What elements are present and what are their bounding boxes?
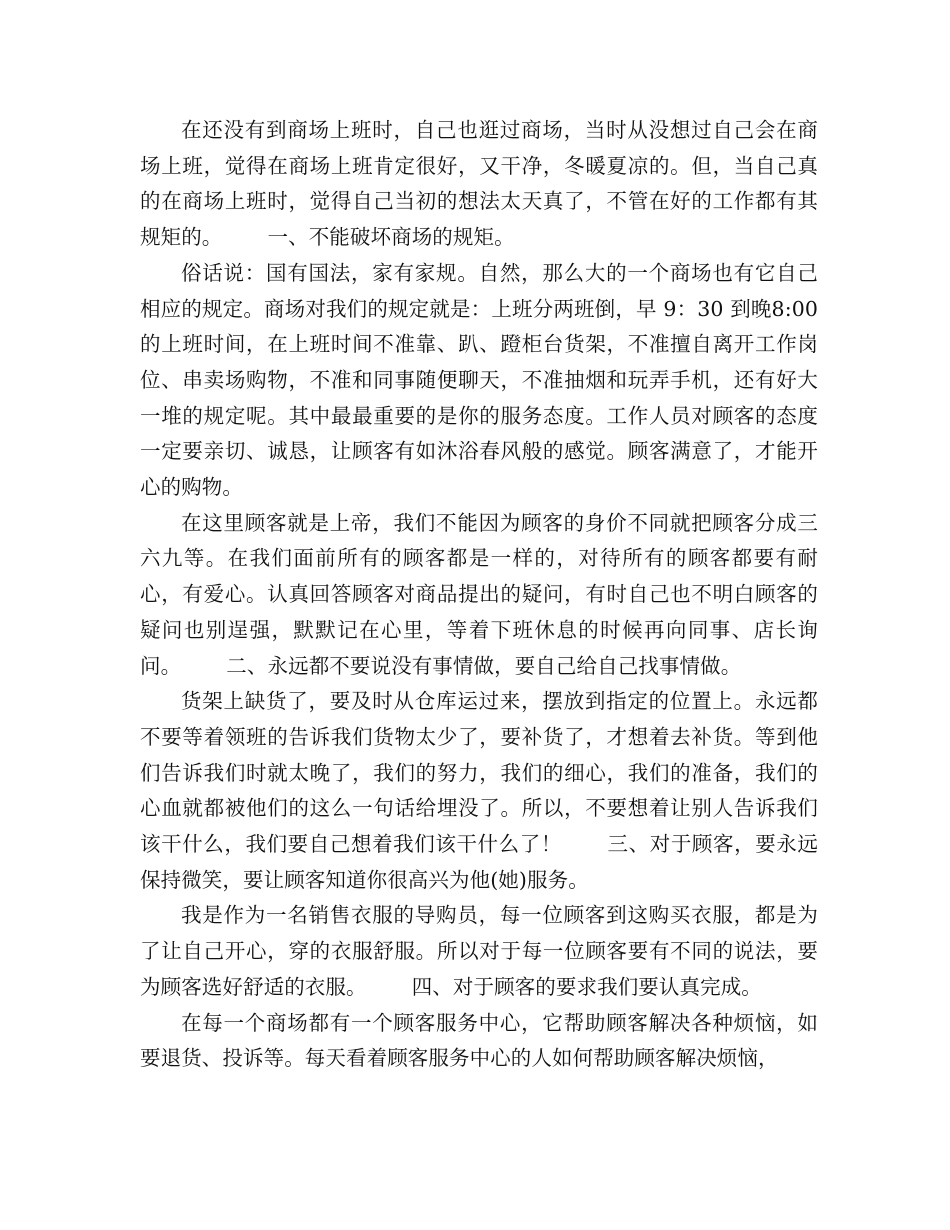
paragraph-4 bbox=[140, 684, 818, 898]
paragraph-1 bbox=[140, 113, 818, 256]
paragraph-6-text: 在每一个商场都有一个顾客服务中心，它帮助顾客解决各种烦恼，如要退货、投诉等。每天看着顾客服务中心的人如何帮助顾客解决烦恼， bbox=[140, 1010, 818, 1071]
section-heading-4: 四、对于顾客的要求我们要认真完成。 bbox=[411, 974, 762, 999]
paragraph-4-text: 货架上缺货了，要及时从仓库运过来，摆放到指定的位置上。永远都不要等着领班的告诉我们货物太少了，要补货了，才想着去补货。等到他们告诉我们时就太晚了，我们的努力，我们的细心，我们的准备，我们的心血就都被他们的这么一句话给埋没了。所以，不要想着让别人告诉我们该干什么，我们要自己想着我们该干什么了！ bbox=[140, 689, 818, 857]
paragraph-1-text: 在还没有到商场上班时，自己也逛过商场，当时从没想过自己会在商场上班，觉得在商场上班肯定很好，又干净，冬暖夏凉的。但，当自己真的在商场上班时，觉得自己当初的想法太天真了，不管在好的工作都有其规矩的。 bbox=[140, 118, 818, 250]
paragraph-3 bbox=[140, 506, 818, 685]
section-heading-2: 二、永远都不要说没有事情做，要自己给自己找事情做。 bbox=[226, 653, 742, 678]
paragraph-5-text: 我是作为一名销售衣服的导购员，每一位顾客到这购买衣服，都是为了让自己开心，穿的衣服舒服。所以对于每一位顾客要有不同的说法，要为顾客选好舒适的衣服。 bbox=[140, 903, 818, 999]
document-body bbox=[140, 113, 818, 1077]
paragraph-6 bbox=[140, 1006, 818, 1077]
paragraph-3-text: 在这里顾客就是上帝，我们不能因为顾客的身价不同就把顾客分成三六九等。在我们面前所有的顾客都是一样的，对待所有的顾客都要有耐心，有爱心。认真回答顾客对商品提出的疑问，有时自己也不明白顾客的疑问也别逞强，默默记在心里，等着下班休息的时候再向同事、店长询问。 bbox=[140, 510, 818, 678]
section-heading-1: 一、不能破坏商场的规矩。 bbox=[267, 225, 515, 250]
paragraph-5 bbox=[140, 898, 818, 1005]
paragraph-2-text: 俗话说：国有国法，家有家规。自然，那么大的一个商场也有它自己相应的规定。商场对我们的规定就是：上班分两班倒，早 9：30 到晚8:00 的上班时间，在上班时间不准靠、趴、蹬柜台货架，不准擅自离开工作岗位、串卖场购物，不准和同事随便聊天，不准抽烟和玩弄手机，还有好大一堆的规定呢。其中最最重要的是你的服务态度。工作人员对顾客的态度一定要亲切、诚恳，让顾客有如沐浴春风般的感觉。顾客满意了，才能开心的购物。 bbox=[140, 260, 818, 500]
section-heading-3: 三、对于顾客，要永远保持微笑，要让顾客知道你很高兴为他(她)服务。 bbox=[140, 832, 818, 892]
paragraph-2 bbox=[140, 256, 818, 506]
